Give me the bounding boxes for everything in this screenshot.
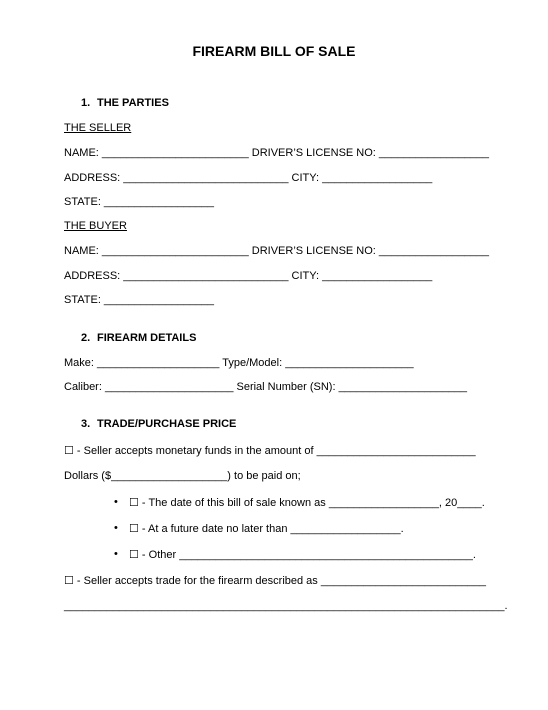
other-option[interactable]: ☐ - Other ________________________________________________. [129, 549, 476, 561]
buyer-name-license-field[interactable]: NAME: ________________________ DRIVER’S LICENSE NO: __________________ [64, 245, 490, 257]
section-heading-firearm: FIREARM DETAILS [97, 332, 197, 344]
seller-name-license-field[interactable]: NAME: ________________________ DRIVER’S LICENSE NO: __________________ [64, 147, 490, 159]
seller-address-city-field[interactable]: ADDRESS: ___________________________ CITY: __________________ [64, 172, 433, 184]
date-of-sale-option[interactable]: ☐ - The date of this bill of sale known as __________________, 20____. [129, 497, 485, 509]
dollars-amount-field[interactable]: Dollars ($___________________) to be paid on; [64, 470, 301, 482]
caliber-serial-field[interactable]: Caliber: _____________________ Serial Number (SN): _____________________ [64, 381, 468, 393]
buyer-address-city-field[interactable]: ADDRESS: ___________________________ CITY: __________________ [64, 270, 433, 282]
seller-heading: THE SELLER [64, 122, 132, 134]
buyer-state-field[interactable]: STATE: __________________ [64, 294, 215, 306]
future-date-option[interactable]: ☐ - At a future date no later than __________________. [129, 523, 404, 535]
trade-option[interactable]: ☐ - Seller accepts trade for the firearm described as ___________________________ [64, 575, 487, 587]
bullet-date-of-sale: • [114, 496, 118, 508]
trade-description-field[interactable]: ________________________________________________________________________. [64, 600, 508, 612]
section-heading-price: TRADE/PURCHASE PRICE [97, 418, 237, 430]
seller-state-field[interactable]: STATE: __________________ [64, 196, 215, 208]
section-number-parties: 1. [81, 97, 91, 109]
buyer-heading: THE BUYER [64, 220, 127, 232]
section-number-firearm: 2. [81, 332, 91, 344]
monetary-funds-option[interactable]: ☐ - Seller accepts monetary funds in the amount of __________________________ [64, 445, 476, 457]
page-title: FIREARM BILL OF SALE [192, 43, 356, 59]
section-number-price: 3. [81, 418, 91, 430]
section-heading-parties: THE PARTIES [97, 97, 169, 109]
bullet-future-date: • [114, 522, 118, 534]
make-model-field[interactable]: Make: ____________________ Type/Model: _____________________ [64, 357, 414, 369]
bullet-other: • [114, 548, 118, 560]
